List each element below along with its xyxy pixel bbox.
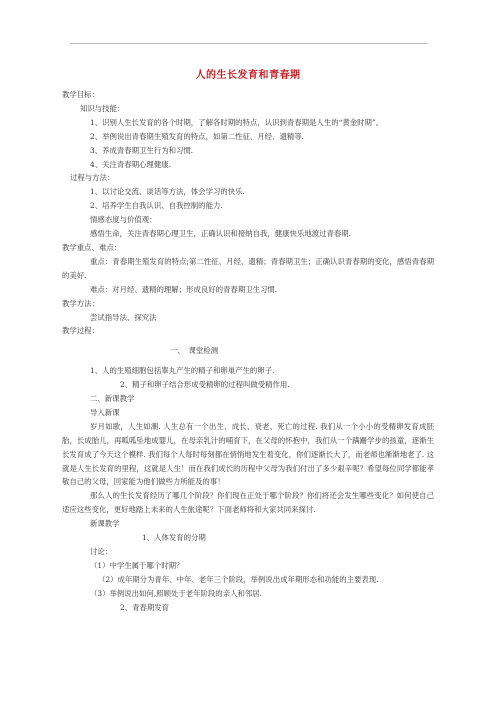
text-line: 2、青春期发育 bbox=[120, 602, 170, 612]
section-heading: 一、 课堂检测 bbox=[170, 346, 219, 356]
text-line: （1）中学生属于哪个时期？ bbox=[90, 560, 184, 570]
text-line: 1、人体发育的分期 bbox=[142, 533, 206, 543]
text-line: 2、培养学生自我认识、自我控制的能力. bbox=[90, 201, 223, 211]
text-line: 2、举例说出青春期生殖发育的特点，如第二性征、月经、遗精等. bbox=[90, 131, 304, 141]
text-line: 导入新课 bbox=[90, 407, 120, 417]
document-title: 人的生长发育和青春期 bbox=[195, 70, 301, 81]
header-rule bbox=[70, 43, 428, 44]
text-line: 难点：对月经、遗精的理解；形成良好的青春期卫生习惯. bbox=[90, 284, 278, 294]
text-line: 3、养成青春期卫生行为和习惯. bbox=[90, 145, 194, 155]
text-line: 1、以讨论交流、谈话等方法，体会学习的快乐. bbox=[90, 187, 245, 197]
text-span: 1、识别人生长发育的各个时期，了解各时期的特点，认识到青春期是人生的“黄金时期”。 bbox=[90, 117, 384, 127]
text-line: 情感态度与价值观： bbox=[90, 215, 157, 225]
text-line: （3）举例说出如何,照顾处于老年阶段的亲人和邻居. bbox=[90, 588, 262, 598]
text-line: 教学过程： bbox=[62, 326, 99, 336]
text-line: 感悟生命，关注青春期心理卫生，正确认识和接纳自我，健康快乐地渡过青春期. bbox=[90, 229, 352, 239]
text-line: 4、关注青春期心理健康. bbox=[90, 159, 171, 169]
text-line: 尝试指导法、探究法 bbox=[90, 312, 157, 322]
text-line: 过程与方法： bbox=[70, 173, 115, 183]
text-paragraph bbox=[62, 116, 434, 130]
text-line: 二、新课教学 bbox=[90, 394, 135, 404]
document-body bbox=[62, 88, 434, 615]
text-line: 教学方法： bbox=[62, 298, 99, 308]
text-paragraph: （2）成年期分为青年、中年、老年三个阶段，举例说出成年期形态和功能的主要表现. bbox=[98, 574, 379, 584]
text-line: 知识与技能： bbox=[80, 103, 125, 113]
text-line: 2、精子和卵子结合形成受精卵的过程叫做受精作用. bbox=[120, 380, 290, 390]
text-line: 教学重点、难点： bbox=[62, 242, 122, 252]
text-paragraph: 岁月如歌，人生如潮. 人生总有一个出生、成长、衰老、死亡的过程. 我们从一个小小的受精卵发育成胚胎，长成胎儿，再呱呱坠地成婴儿，在母亲乳汁的哺育下，在父母的怀抱中，我们从一个蹒跚学步的孩童，逐渐生长发育成了今天这个模样. 我们每个人每时每刻都在悄悄地发生着变化，你们逐渐长大了，而老师也渐渐地老了. 这就是人生长发育的里程，这就是人生！而在我们成长的历程中父母为我们付出了多少艰辛呢？希望每位同学都能孝敬自己的父母，回家能为他们做些力所能及的事！ bbox=[62, 421, 434, 487]
text-line: 新课教学 bbox=[90, 519, 120, 529]
text-line: 1、人的生殖细胞包括睾丸产生的精子和卵巢产生的卵子. bbox=[90, 366, 275, 376]
text-line: 讨论： bbox=[90, 547, 113, 556]
text-paragraph: 重点：青春期生殖发育的特点;第二性征、月经、遗精；青春期卫生；正确认识青春期的变化，感悟青春期的美好. bbox=[62, 256, 434, 280]
text-paragraph: 那么人的生长发育经历了哪几个阶段？你们现在正处于哪个阶段？你们将还会发生哪些变化？如何使自己适应这些变化，更好地踏上未来的人生旅途呢？下面老师将和大家共同来探讨. bbox=[62, 491, 434, 515]
text-line: 教学目标： bbox=[62, 90, 99, 99]
